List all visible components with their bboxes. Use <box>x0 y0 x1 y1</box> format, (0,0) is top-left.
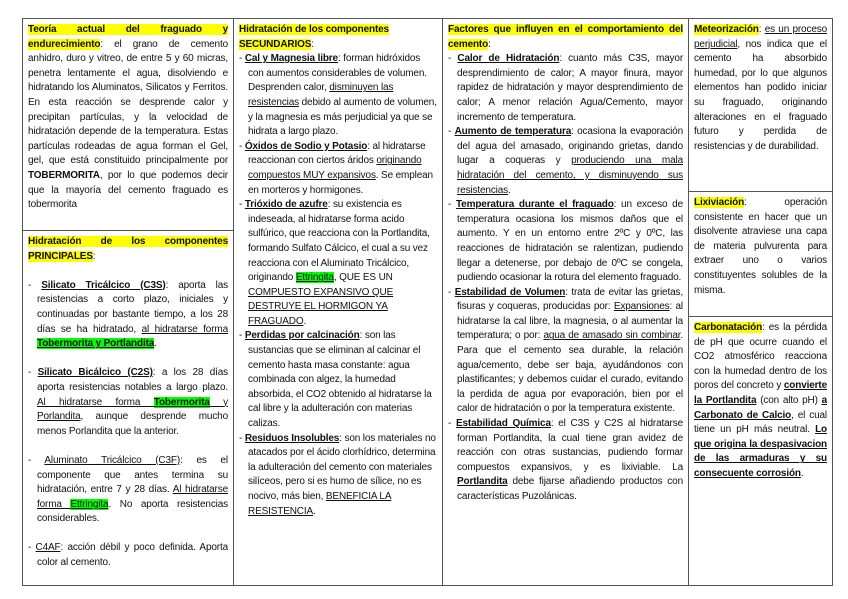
text-run: Aluminato Tricálcico (C3F) <box>44 454 181 466</box>
text-run: y Porlandita <box>37 396 228 423</box>
highlighted-term: Ettringita <box>70 498 109 510</box>
text-run: : el grano de cemento anhidro, duro y vitreo, de entre 5 y 60 micras, penetra lentamente el agua, disolviendo e hidratando los Aluminatos, Silicatos y Ferritos. En esta reacción se desprende calor y precipitan partículas, y la velocidad de hidratación depende de la temperatura. Estas partículas rodeadas de agua forman el Gel, gel, que está constituido principalmente por <box>28 38 228 167</box>
bullet-dash: - <box>239 330 245 342</box>
bullet-dash: - <box>239 140 245 152</box>
section-heading: Hidratación de los componentes PRINCIPALES <box>28 236 228 262</box>
text-run: (con alto pH) <box>756 394 822 406</box>
text-run: : aporta las resistencias a corto plazo, iniciales y continuadas por bastante tiempo, a los 28 días se ha hidratado, <box>37 279 228 335</box>
term-label: Silicato Bicálcico (C2S) <box>37 367 153 379</box>
section-heading: Factores que influyen en el comportamiento del cemento <box>448 24 683 50</box>
section-paragraph <box>239 23 437 52</box>
term-label: Estabilidad Química <box>455 418 551 430</box>
cell-teoria-fraguado <box>22 18 234 231</box>
section-heading: Carbonatación <box>694 322 763 333</box>
term-label: Trióxido de azufre <box>244 199 328 211</box>
bullet-item <box>239 432 437 520</box>
cell-factores-comportamiento <box>442 18 689 586</box>
bullet-dash: - <box>448 418 456 430</box>
term-label: Calor de Hidratación <box>457 53 560 65</box>
cell-lixiviacion <box>688 191 833 317</box>
bullet-item <box>448 286 683 417</box>
section-heading: Hidratación de los componentes SECUNDARIOS <box>239 24 389 50</box>
section-paragraph <box>694 321 827 482</box>
bullet-dash: - <box>28 279 42 291</box>
text-run: : es la pérdida de pH que ocurre cuando el CO2 atmosférico reacciona con la humedad dentro de los poros del concreto y <box>694 322 827 392</box>
text-run: : <box>758 24 765 35</box>
bullet-item <box>28 541 228 570</box>
text-run: , el cual tiene un pH más neutral. <box>694 409 827 436</box>
bullet-dash: - <box>448 126 455 138</box>
bullet-dash: - <box>448 199 456 211</box>
bullet-item <box>239 198 437 329</box>
text-run: . Para que el cemento sea durable, la relación agua/cemento, debe ser baja, ayudándonos con plastificantes; y debemos cuidar el curado, evitando la perdida de agua por evaporación, bien por el calor de hidratación o por la temperatura existente. <box>457 330 684 415</box>
text-run: originando compuestos MUY expansivos <box>248 155 422 181</box>
text-run: : acción débil y poco definida. Aporta color al cemento. <box>37 542 228 569</box>
bullet-dash: - <box>239 53 245 65</box>
term-label: Aumento de temperatura <box>454 126 572 138</box>
cell-carbonatacion <box>688 316 833 586</box>
bullet-item <box>448 417 683 505</box>
text-run: : operación consistente en hacer que un disolvente atraviese una capa de materia pulvurenta para extraer uno o varios constituyentes solubles de la misma. <box>694 197 827 296</box>
term-label: Portlandita <box>457 476 508 488</box>
bullet-item <box>239 329 437 431</box>
term-label: Lo que origina la despasivacion de las armaduras y su consecuente corrosión <box>694 424 827 479</box>
cell-componentes-principales <box>22 230 234 586</box>
term-label: Temperatura durante el fraguado <box>455 199 614 211</box>
bullet-dash: - <box>448 53 458 65</box>
section-paragraph <box>28 235 228 264</box>
text-run: , aunque desprende mucho menos Porlandita que la anterior. <box>37 411 228 437</box>
text-run: . <box>508 184 511 196</box>
text-run: : trata de evitar las grietas, fisuras y coqueras, producidas por: <box>457 286 683 313</box>
text-run: Expansiones <box>613 301 670 313</box>
highlighted-term: Tobermorita <box>153 396 210 408</box>
text-run: : son los materiales no atacados por el ácido clorhídrico, determina la adulteración del cemento con materiales silíceos, pero si es humo de sílice, no es nocivo, más bien, <box>248 432 436 502</box>
text-run: agua de amasado sin combinar <box>543 330 681 342</box>
cell-meteorizacion <box>688 18 833 192</box>
term-label: a Carbonato de Calcio <box>694 394 827 421</box>
bullet-item <box>448 198 683 286</box>
bullet-dash: - <box>28 454 45 466</box>
bullet-dash: - <box>28 367 38 379</box>
text-run: : ocasiona la evaporación del agua del amasado, originando grietas, dando lugar a coqueras y <box>457 126 683 167</box>
text-run: debido al aumento de volumen, y la magnesia es más perjudicial ya que se hidrata a largo plazo. <box>248 96 437 138</box>
term-label: convierte la Portlandita <box>694 380 827 406</box>
text-run: COMPUESTO EXPANSIVO QUE DESTRUYE EL HORMIGON YA FRAGUADO <box>248 286 394 327</box>
text-run: al hidratarse forma <box>141 323 228 335</box>
text-run: : <box>311 38 314 50</box>
term-label: Perdidas por calcinación <box>244 330 360 342</box>
text-run: : a los 28 días aporta resistencias notables a largo plazo. <box>37 367 228 393</box>
text-run: , QUE ES UN <box>333 272 393 284</box>
text-run: : es el componente que antes termina su hidratación, entre 7 y 28 días. <box>37 454 228 496</box>
bullet-item <box>28 454 228 527</box>
term-label: Cal y Magnesia libre <box>244 53 338 65</box>
term-label: Óxidos de Sodio y Potasio <box>244 140 368 152</box>
bullet-item <box>448 125 683 198</box>
bullet-dash: - <box>239 199 245 211</box>
text-run: disminuyen las resistencias <box>248 82 394 108</box>
text-run: es un proceso perjudicial <box>694 24 827 50</box>
section-paragraph <box>694 23 827 154</box>
bullet-item <box>28 366 228 439</box>
bullet-item <box>28 279 228 352</box>
highlighted-term: Ettringita <box>295 272 334 284</box>
text-run: : un exceso de temperatura ocasiona los mismos daños que el aumento. Y en un entorno entre 2ºC y 0ºC, las reacciones de hidratación se ralentizan, pudiendo llegar a detenerse, por debajo de 0ºC se congela, pudiendo ocasionar la rotura del elemento fraguado. <box>457 199 683 284</box>
text-run: debe fijarse añadiendo productos con características Puzolánicas. <box>457 476 683 502</box>
text-run: , por lo que podemos decir que la mayoría del cemento fraguado es tobermorita <box>28 169 228 211</box>
term-label: Estabilidad de Volumen <box>454 286 566 298</box>
text-run: . <box>303 315 307 327</box>
term-label: Silicato Tricálcico (C3S) <box>41 279 166 291</box>
text-run: : el C3S y C2S al hidratarse forman Portlandita, la cual tiene gran avidez de reacción con otras sustancias, pudiendo formar compuestos expansivos, y es lixiviable. La <box>457 418 683 473</box>
section-paragraph <box>28 23 228 213</box>
text-run: Al hidratarse forma <box>37 484 228 510</box>
text-run: C4AF <box>35 542 61 554</box>
text-run: . No aporta resistencias considerables. <box>37 498 228 525</box>
bullet-dash: - <box>239 432 245 444</box>
term-label: Residuos Insolubles <box>244 432 340 444</box>
text-run: . <box>800 467 804 479</box>
section-heading: Teoría actual del fraguado y endurecimiento <box>28 24 228 50</box>
bullet-dash: - <box>448 286 455 298</box>
bullet-item <box>239 52 437 140</box>
text-run: : forman hidróxidos con aumentos considerables de volumen. Desprenden calor, <box>248 53 427 94</box>
text-run: . <box>154 338 157 350</box>
section-paragraph <box>694 196 827 298</box>
text-run: : <box>488 38 491 50</box>
bullet-item <box>239 140 437 198</box>
highlighted-term: Tobermorita y Portlandita <box>37 338 155 350</box>
text-run: , nos indica que el cemento ha absorbido humedad, por lo que algunos elementos han podido iniciar su fraguado, originando alteraciones en el fraguado futuro y perdida de resistencias y de durabilidad. <box>694 38 827 152</box>
bullet-dash: - <box>28 542 36 554</box>
term-label: TOBERMORITA <box>28 169 100 181</box>
section-paragraph <box>448 23 683 52</box>
section-heading: Lixiviación <box>694 197 745 208</box>
text-run: . <box>313 505 316 517</box>
text-run: Al hidratarse forma <box>37 396 154 408</box>
cell-componentes-secundarios <box>233 18 443 586</box>
bullet-item <box>448 52 683 125</box>
text-run: : su existencia es indeseada, al hidratarse forma acido sulfúrico, que reacciona con la Portlandita, formando Sulfato Cálcico, el cual a su vez reacciona con el Aluminato Tricálcico, originando <box>248 199 430 284</box>
text-run: : cuanto más C3S, mayor desprendimiento de calor; A mayor finura, mayor rapidez de hidratación y mayor desprendimiento de calor; A menor relación Agua/Cemento, mayor incremento de temperatura. <box>457 53 684 123</box>
text-run: : <box>92 250 96 262</box>
text-run: produciendo una mala hidratación del cemento, y disminuyendo sus resistencias <box>457 155 683 196</box>
text-run: : al hidratarse la cal libre, la magnesia, o al aumentar la temperatura; o por: <box>457 301 683 342</box>
text-run: BENEFICIA LA RESISTENCIA <box>248 491 392 517</box>
text-run: : son las sustancias que se eliminan al calcinar el cemento hasta masa constante: agua combinada con algez, la humedad absorbida, el CO2 obtenido al hidratarse la cal libre y la adulteración con materias calizas. <box>248 330 432 430</box>
text-run: : al hidratarse reaccionan con ciertos áridos <box>248 140 426 167</box>
section-heading: Meteorización <box>694 24 759 35</box>
text-run: . Se emplean en morteros y hormigones. <box>248 169 433 196</box>
